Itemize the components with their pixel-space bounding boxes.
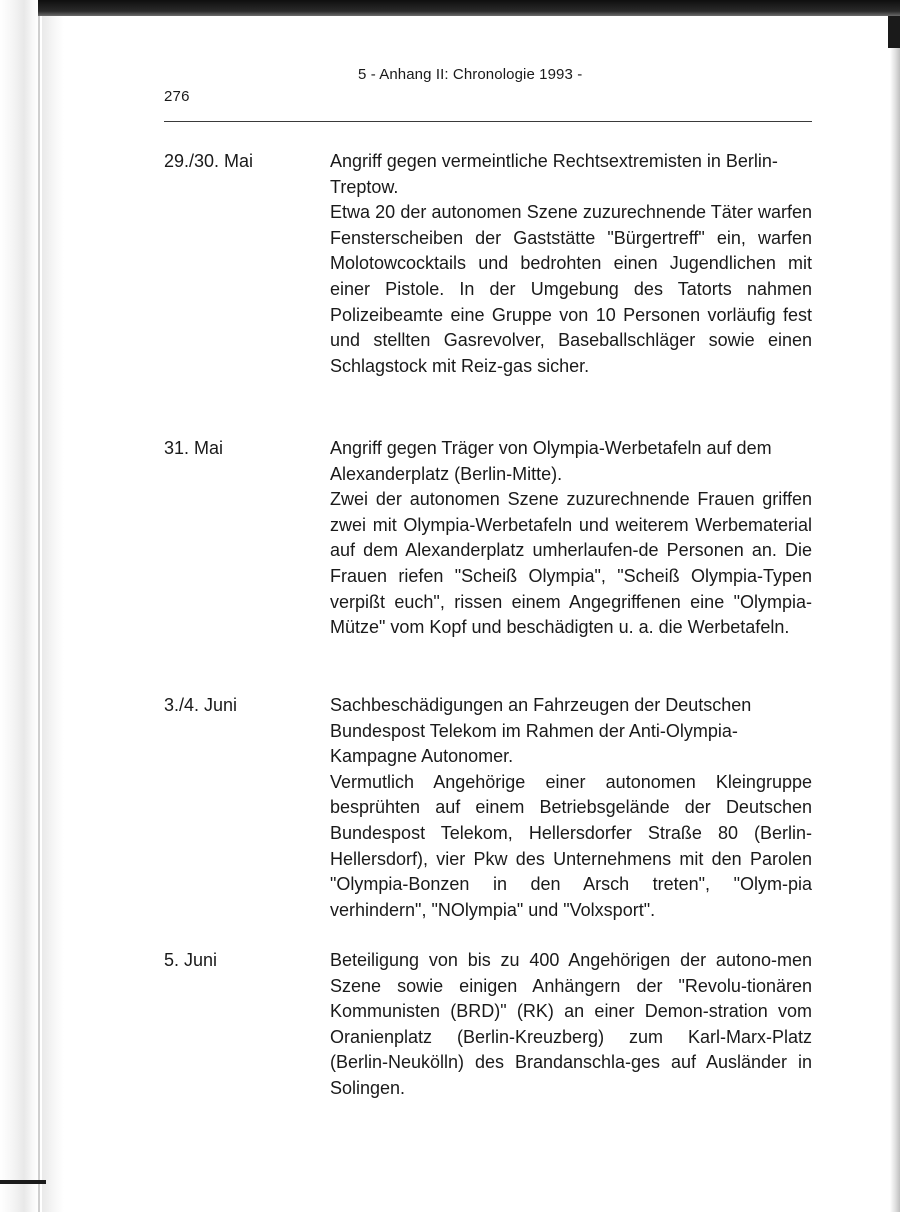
entry-date: 5. Juni bbox=[164, 950, 218, 970]
scan-bottom-mark bbox=[0, 1180, 46, 1184]
scan-top-right-corner bbox=[888, 16, 900, 48]
entry-date: 29./30. Mai bbox=[164, 151, 254, 171]
chronology-entry bbox=[164, 693, 812, 948]
chronology-entries bbox=[164, 149, 812, 1102]
page-left-edge bbox=[0, 0, 38, 1212]
page-number: 276 bbox=[164, 88, 190, 105]
entry-text: Vermutlich Angehörige einer autonomen Kleingruppe besprühten auf einem Betriebsgelände der Deutschen Bundespost Telekom, Hellersdorfer Straße 80 (Berlin-Hellersdorf), vier Pkw des Unternehmens mit den Parolen "Olympia-Bonzen in den Arsch treten", "Olym-pia verhindern", "NOlympia" und "Volxsport". bbox=[330, 771, 812, 920]
entry-text: Zwei der autonomen Szene zuzurechnende Frauen griffen zwei mit Olympia-Werbetafeln und weiterem Werbematerial auf dem Alexanderplatz umherlaufen-de Personen an. Die Frauen riefen "Scheiß Olympia", "Scheiß Olympia-Typen verpißt euch", rissen einem Angegriffenen eine "Olympia-Mütze" vom Kopf und beschädigten u. a. die Werbetafeln. bbox=[330, 489, 812, 638]
binding-line bbox=[38, 16, 40, 1212]
running-header: 5 - Anhang II: Chronologie 1993 - bbox=[358, 66, 583, 83]
entry-title: Angriff gegen vermeintliche Rechtsextremisten in Berlin-Treptow. bbox=[330, 151, 778, 197]
chronology-entry bbox=[164, 948, 812, 1102]
chronology-entry bbox=[164, 149, 812, 436]
header-rule bbox=[164, 121, 812, 122]
chronology-entry bbox=[164, 436, 812, 693]
entry-body bbox=[330, 948, 812, 1102]
entry-body bbox=[330, 693, 812, 948]
entry-text: Etwa 20 der autonomen Szene zuzurechnende Täter warfen Fensterscheiben der Gaststätte "Bürgertreff" ein, warfen Molotowcocktails und bedrohten einen Jugendlichen mit einer Pistole. In der Umgebung des Tatorts nahmen Polizeibeamte eine Gruppe von 10 Personen vorläufig fest und stellten Gasrevolver, Baseballschläger sowie einen Schlagstock mit Reiz-gas sicher. bbox=[330, 202, 812, 376]
entry-body bbox=[330, 436, 812, 693]
page-gutter bbox=[42, 16, 64, 1212]
entry-body bbox=[330, 149, 812, 436]
entry-title: Sachbeschädigungen an Fahrzeugen der Deutschen Bundespost Telekom im Rahmen der Anti-Olympia-Kampagne Autonomer. bbox=[330, 695, 752, 767]
entry-text: Beteiligung von bis zu 400 Angehörigen der autono-men Szene sowie einigen Anhängern der "Revolu-tionären Kommunisten (BRD)" (RK) an einer Demon-stration vom Oranienplatz (Berlin-Kreuzberg) zum Karl-Marx-Platz (Berlin-Neukölln) des Brandanschla-ges auf Ausländer in Solingen. bbox=[330, 950, 812, 1098]
entry-date: 31. Mai bbox=[164, 438, 224, 458]
page-right-edge bbox=[890, 48, 900, 1212]
scan-top-border bbox=[38, 0, 900, 16]
entry-date: 3./4. Juni bbox=[164, 695, 238, 715]
entry-title: Angriff gegen Träger von Olympia-Werbetafeln auf dem Alexanderplatz (Berlin-Mitte). bbox=[330, 438, 772, 484]
